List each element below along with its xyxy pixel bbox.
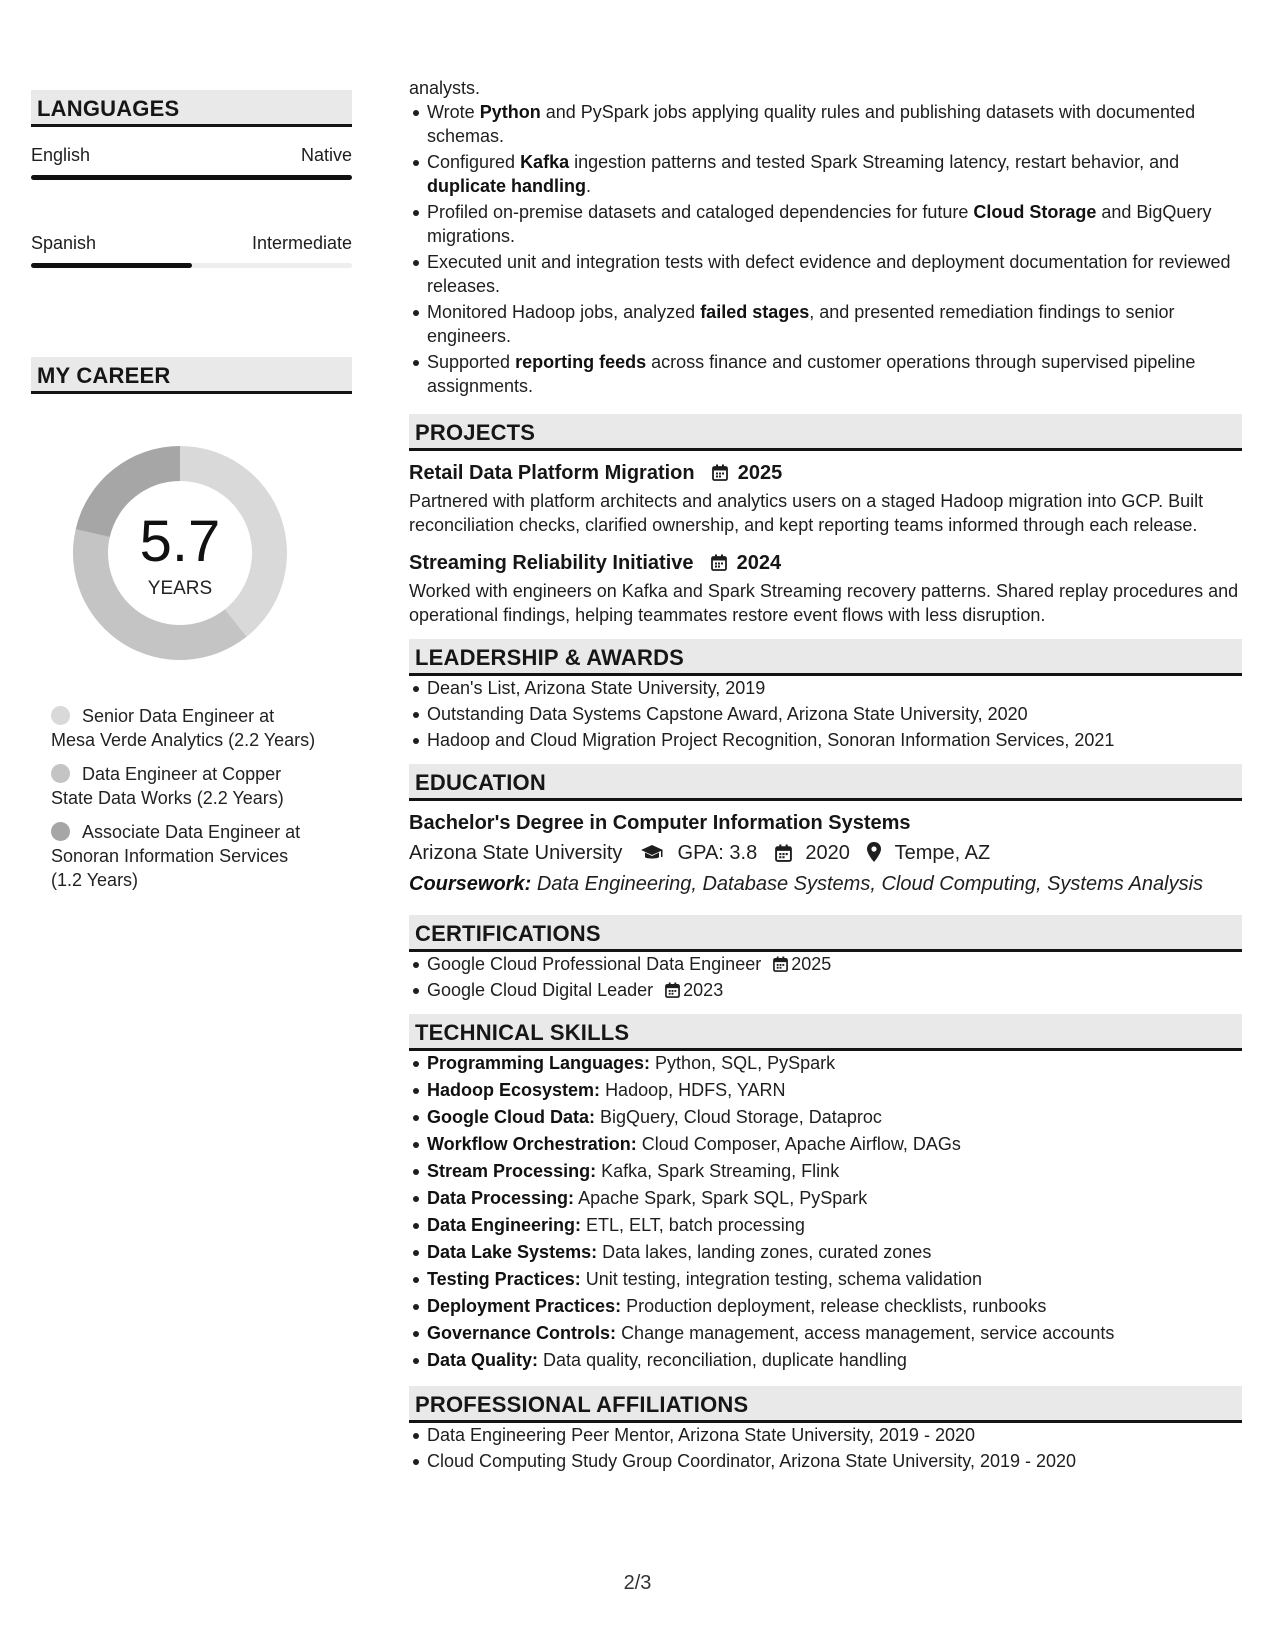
affiliations-section [409, 1386, 1242, 1473]
skill-item [427, 1105, 1242, 1129]
leadership-item: Dean's List, Arizona State University, 2019 [427, 676, 1242, 700]
project-item [409, 459, 1242, 537]
affiliation-item: Cloud Computing Study Group Coordinator, Arizona State University, 2019 - 2020 [427, 1449, 1242, 1473]
bullet-text: and BigQuery migrations. [427, 202, 1212, 246]
certification-item [427, 952, 1242, 976]
skill-label: Data Lake Systems: [427, 1242, 598, 1262]
skill-label: Workflow Orchestration: [427, 1134, 637, 1154]
certifications-list [409, 952, 1242, 1002]
project-title: Streaming Reliability Initiative [409, 552, 694, 574]
bullet-text: across finance and customer operations through supervised pipeline assignments. [427, 352, 1196, 396]
language-proficiency-fill [31, 175, 352, 180]
bullet-text: Configured [427, 152, 521, 172]
education-school: Arizona State University [409, 842, 623, 864]
skill-item [427, 1348, 1242, 1372]
coursework-list: Data Engineering, Database Systems, Cloud Computing, Systems Analysis [536, 873, 1204, 895]
bullet-text: Executed unit and integration tests with defect evidence and deployment documentation for reviewed releases. [427, 252, 1231, 296]
language-level: Native [300, 145, 352, 165]
education-details [409, 837, 1242, 869]
career-total-unit: YEARS [147, 578, 213, 599]
affiliations-list [409, 1423, 1242, 1473]
certification-year: 2025 [791, 954, 832, 974]
project-title: Retail Data Platform Migration [409, 462, 695, 484]
skill-label: Deployment Practices: [427, 1296, 622, 1316]
project-description: Partnered with platform architects and analytics users on a staged Hadoop migration into GCP. Built reconciliation checks, clarified ownership, and kept reporting teams informed through each release. [409, 491, 1204, 535]
legend-label: Data Engineer at Copper State Data Works (2.2 Years) [51, 764, 284, 808]
bullet-text: and PySpark jobs applying quality rules and publishing datasets with documented schemas. [427, 102, 1196, 146]
bold-keyword: reporting feeds [515, 352, 647, 372]
education-coursework [409, 869, 1242, 899]
legend-dot [51, 822, 70, 841]
main-content [409, 76, 1242, 1475]
language-proficiency-fill [31, 263, 192, 268]
experience-bullet [427, 100, 1242, 148]
experience-bullet [427, 300, 1242, 348]
career-total-years: 5.7 [139, 509, 221, 574]
skill-value: ETL, ELT, batch processing [586, 1215, 805, 1235]
skill-label: Data Engineering: [427, 1215, 582, 1235]
affiliations-heading: PROFESSIONAL AFFILIATIONS [409, 1386, 1242, 1423]
legend-dot [51, 764, 70, 783]
career-legend-item [51, 762, 321, 810]
language-item [31, 233, 352, 303]
calendar-icon [773, 954, 788, 970]
career-legend-item [51, 820, 321, 892]
certifications-heading: CERTIFICATIONS [409, 915, 1242, 952]
bullet-text: Profiled on-premise datasets and cataloged dependencies for future [427, 202, 974, 222]
experience-lead-in: analysts. [409, 78, 481, 98]
legend-label: Senior Data Engineer at Mesa Verde Analytics (2.2 Years) [51, 706, 316, 750]
skill-label: Google Cloud Data: [427, 1107, 595, 1127]
language-proficiency-bar [31, 175, 352, 180]
projects-section [409, 414, 1242, 627]
bullet-text: . [586, 176, 592, 196]
bold-keyword: duplicate handling [427, 176, 587, 196]
skills-heading: TECHNICAL SKILLS [409, 1014, 1242, 1051]
skill-value: Kafka, Spark Streaming, Flink [601, 1161, 840, 1181]
languages-heading: LANGUAGES [31, 90, 352, 127]
bold-keyword: Cloud Storage [973, 202, 1097, 222]
skill-label: Testing Practices: [427, 1269, 581, 1289]
skill-label: Hadoop Ecosystem: [427, 1080, 601, 1100]
leadership-list [409, 676, 1242, 752]
skills-section [409, 1014, 1242, 1372]
education-gpa: GPA: 3.8 [677, 842, 758, 864]
bullet-text: Supported [427, 352, 516, 372]
education-degree: Bachelor's Degree in Computer Information Systems [409, 812, 911, 834]
skill-value: Production deployment, release checklists, runbooks [626, 1296, 1047, 1316]
career-donut-chart [65, 438, 295, 668]
leadership-item: Outstanding Data Systems Capstone Award, Arizona State University, 2020 [427, 702, 1242, 726]
language-proficiency-bar [31, 263, 352, 268]
skills-list [409, 1051, 1242, 1372]
certifications-section [409, 915, 1242, 1002]
certification-year: 2023 [683, 980, 724, 1000]
language-name: Spanish [31, 233, 97, 253]
projects-heading: PROJECTS [409, 414, 1242, 451]
skill-value: Python, SQL, PySpark [655, 1053, 836, 1073]
career-legend-item [51, 704, 321, 752]
career-legend [51, 704, 321, 892]
certification-name: Google Cloud Digital Leader [427, 980, 654, 1000]
calendar-icon [712, 464, 728, 481]
leadership-section [409, 639, 1242, 752]
bullet-text: Wrote [427, 102, 480, 122]
graduation-cap-icon [640, 844, 664, 862]
bold-keyword: failed stages [700, 302, 810, 322]
skill-item [427, 1321, 1242, 1345]
legend-dot [51, 706, 70, 725]
education-year: 2020 [805, 842, 850, 864]
calendar-icon [711, 554, 727, 571]
bold-keyword: Kafka [520, 152, 570, 172]
education-section [409, 764, 1242, 899]
skill-value: Hadoop, HDFS, YARN [605, 1080, 786, 1100]
skill-label: Governance Controls: [427, 1323, 617, 1343]
calendar-icon [775, 844, 792, 862]
skill-value: Cloud Composer, Apache Airflow, DAGs [641, 1134, 961, 1154]
page-number: 2/3 [623, 1572, 652, 1594]
experience-bullet [427, 250, 1242, 298]
legend-label: Associate Data Engineer at Sonoran Information Services (1.2 Years) [51, 822, 301, 890]
coursework-label: Coursework: [409, 873, 532, 895]
language-name: English [31, 145, 91, 165]
skill-item [427, 1051, 1242, 1075]
career-heading: MY CAREER [31, 357, 352, 394]
education-location: Tempe, AZ [894, 842, 991, 864]
skill-item [427, 1294, 1242, 1318]
experience-bullet [427, 200, 1242, 248]
bullet-text: Monitored Hadoop jobs, analyzed [427, 302, 701, 322]
skill-label: Programming Languages: [427, 1053, 651, 1073]
certification-item [427, 978, 1242, 1002]
sidebar [31, 90, 352, 902]
skill-item [427, 1213, 1242, 1237]
skill-item [427, 1186, 1242, 1210]
skill-value: Apache Spark, Spark SQL, PySpark [578, 1188, 868, 1208]
bullet-text: , and presented remediation findings to senior engineers. [427, 302, 1175, 346]
skill-value: Data lakes, landing zones, curated zones [602, 1242, 932, 1262]
skill-item [427, 1132, 1242, 1156]
leadership-heading: LEADERSHIP & AWARDS [409, 639, 1242, 676]
skill-label: Data Processing: [427, 1188, 575, 1208]
skill-label: Data Quality: [427, 1350, 539, 1370]
skill-value: BigQuery, Cloud Storage, Dataproc [600, 1107, 882, 1127]
experience-bullet [427, 350, 1242, 398]
leadership-item: Hadoop and Cloud Migration Project Recognition, Sonoran Information Services, 2021 [427, 728, 1242, 752]
skill-label: Stream Processing: [427, 1161, 597, 1181]
skill-value: Change management, access management, service accounts [621, 1323, 1115, 1343]
language-item [31, 145, 352, 215]
skill-item [427, 1240, 1242, 1264]
affiliation-item: Data Engineering Peer Mentor, Arizona State University, 2019 - 2020 [427, 1423, 1242, 1447]
language-level: Intermediate [251, 233, 352, 253]
bullet-text: ingestion patterns and tested Spark Streaming latency, restart behavior, and [569, 152, 1180, 172]
experience-bullets [409, 100, 1242, 398]
project-description: Worked with engineers on Kafka and Spark Streaming recovery patterns. Shared replay procedures and operational findings, helping teammates restore event flows with less disruption. [409, 581, 1239, 625]
skill-item [427, 1159, 1242, 1183]
skill-value: Unit testing, integration testing, schema validation [585, 1269, 982, 1289]
bold-keyword: Python [479, 102, 541, 122]
skill-item [427, 1267, 1242, 1291]
project-item [409, 549, 1242, 627]
calendar-icon [665, 980, 680, 996]
skill-value: Data quality, reconciliation, duplicate handling [543, 1350, 907, 1370]
project-year: 2025 [737, 462, 783, 484]
skill-item [427, 1078, 1242, 1102]
certification-name: Google Cloud Professional Data Engineer [427, 954, 762, 974]
education-heading: EDUCATION [409, 764, 1242, 801]
project-year: 2024 [736, 552, 782, 574]
experience-bullet [427, 150, 1242, 198]
location-pin-icon [867, 842, 881, 862]
